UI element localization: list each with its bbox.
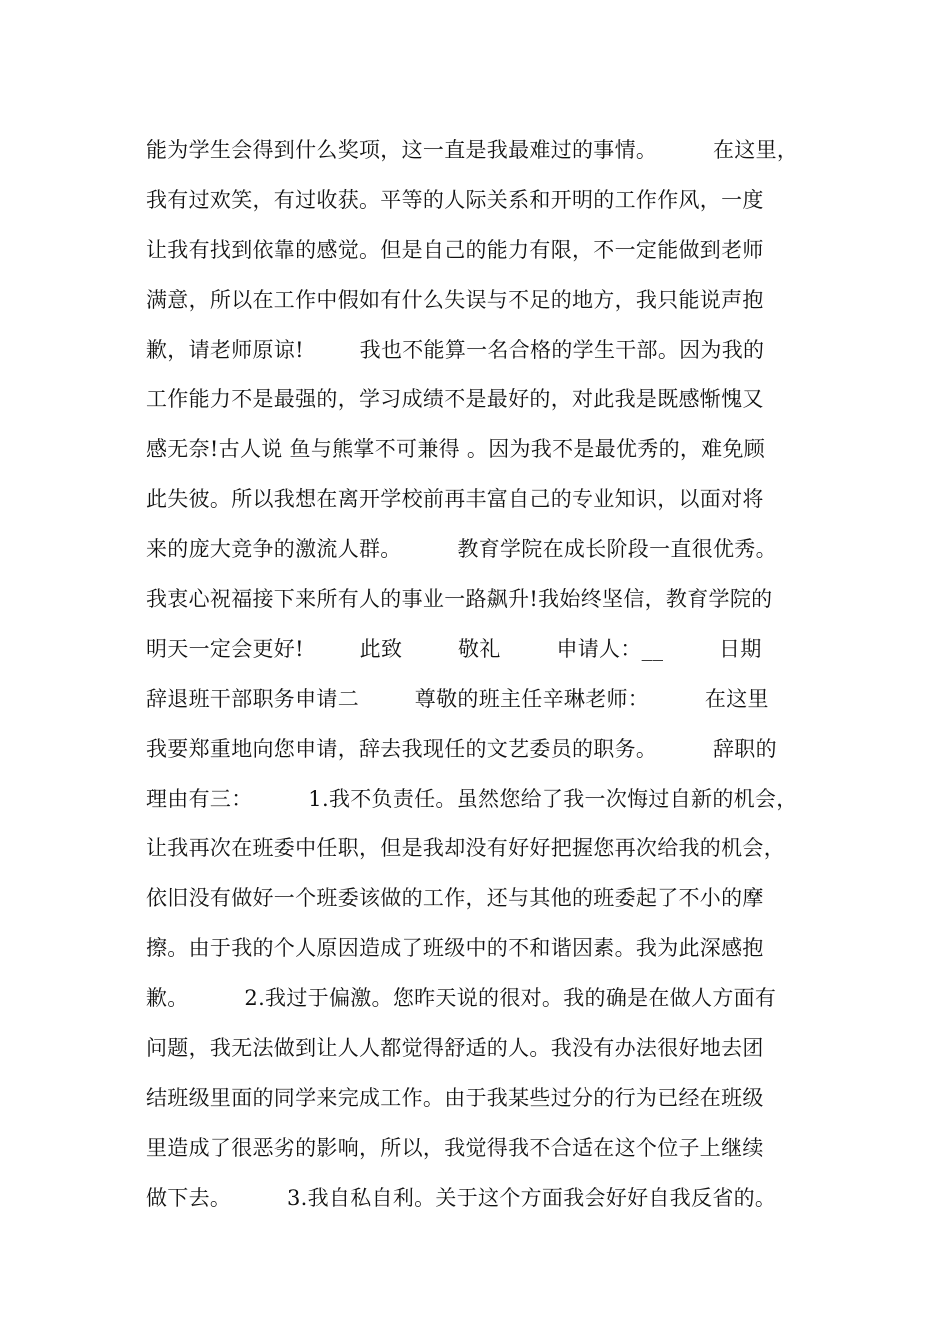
text-line: 问题，我无法做到让人人都觉得舒适的人。我没有办法很好地去团	[146, 1036, 764, 1061]
text-line: 让我再次在班委中任职，但是我却没有好好把握您再次给我的机会，	[146, 836, 785, 861]
text-line: 让我有找到依靠的感觉。但是自己的能力有限，不一定能做到老师	[146, 237, 764, 262]
text-line: 我衷心祝福接下来所有人的事业一路飙升!我始终坚信，教育学院的	[146, 587, 773, 612]
text-line: 我要郑重地向您申请，辞去我现任的文艺委员的职务。 辞职的	[146, 736, 777, 761]
text-line: 我有过欢笑，有过收获。平等的人际关系和开明的工作作风，一度	[146, 187, 764, 212]
text-line: 歉，请老师原谅! 我也不能算一名合格的学生干部。因为我的	[146, 337, 765, 362]
body-text	[146, 126, 826, 1224]
text-line: 能为学生会得到什么奖项，这一直是我最难过的事情。 在这里，	[146, 138, 799, 162]
text-line: 依旧没有做好一个班委该做的工作，还与其他的班委起了不小的摩	[146, 886, 764, 911]
text-line: 结班级里面的同学来完成工作。由于我某些过分的行为已经在班级	[146, 1085, 764, 1110]
text-line: 来的庞大竞争的激流人群。 教育学院在成长阶段一直很优秀。	[146, 537, 777, 562]
text-line: 擦。由于我的个人原因造成了班级中的不和谐因素。我为此深感抱	[146, 936, 764, 961]
text-line: 歉。 2.我过于偏激。您昨天说的很对。我的确是在做人方面有	[146, 986, 777, 1011]
text-line: 做下去。 3.我自私自利。关于这个方面我会好好自我反省的。	[146, 1185, 777, 1210]
text-line: 感无奈!古人说 鱼与熊掌不可兼得 。因为我不是最优秀的，难免顾	[146, 437, 766, 462]
text-line: 辞退班干部职务申请二 尊敬的班主任辛琳老师： 在这里	[146, 686, 769, 711]
text-line: 里造成了很恶劣的影响，所以，我觉得我不合适在这个位子上继续	[146, 1135, 764, 1160]
text-line: 理由有三： 1.我不负责任。虽然您给了我一次悔过自新的机会，	[146, 786, 798, 811]
text-line: 满意，所以在工作中假如有什么失误与不足的地方，我只能说声抱	[146, 287, 764, 312]
text-line: 此失彼。所以我想在离开学校前再丰富自己的专业知识，以面对将	[146, 487, 764, 512]
text-line: 明天一定会更好! 此致 敬礼 申请人：__ 日期	[146, 636, 762, 661]
text-line: 工作能力不是最强的，学习成绩不是最好的，对此我是既感惭愧又	[146, 387, 764, 412]
